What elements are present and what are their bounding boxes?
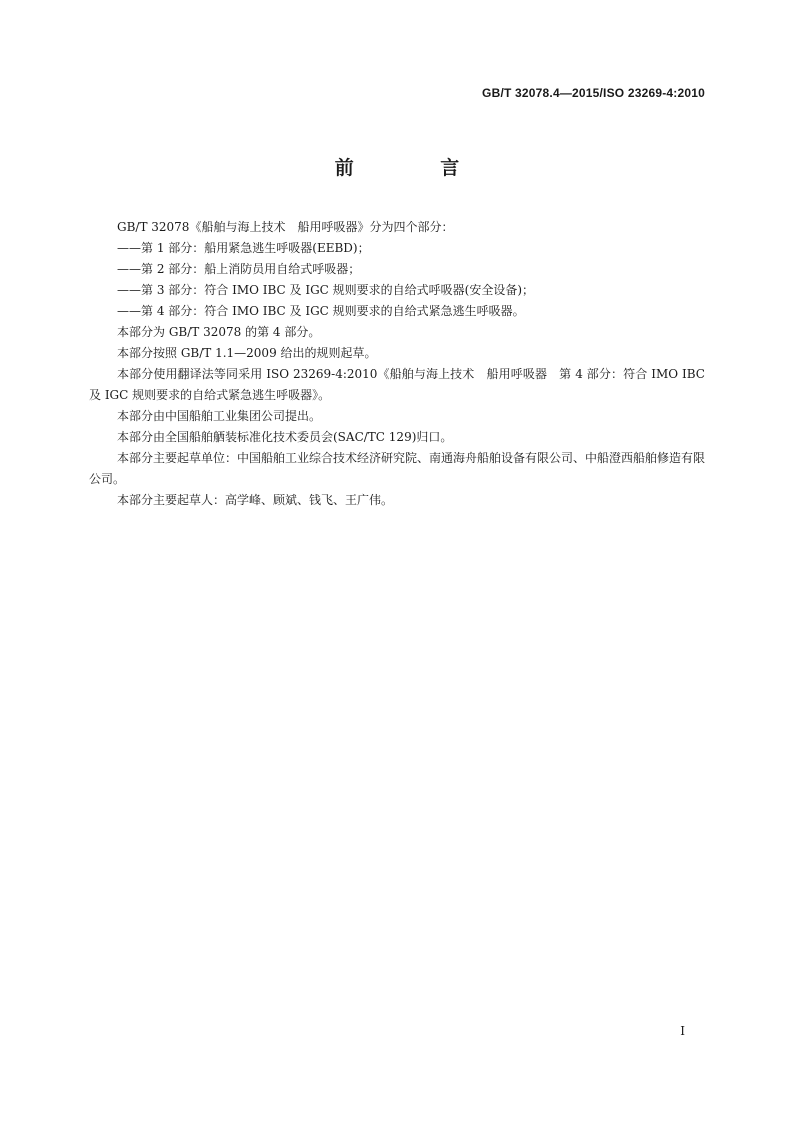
paragraph-proposed-by: 本部分由中国船舶工业集团公司提出。: [117, 409, 322, 423]
foreword-body: [89, 217, 705, 511]
paragraph-drafters: 本部分主要起草人：高学峰、顾斌、钱飞、王广伟。: [117, 493, 394, 507]
list-item-part-1: ——第 1 部分：船用紧急逃生呼吸器(EEBD)；: [117, 241, 370, 255]
page-title: 前 言: [334, 157, 500, 179]
paragraph-drafting-units: 本部分主要起草单位：中国船舶工业综合技术经济研究院、南通海舟船舶设备有限公司、中船澄西船舶修造有限公司。: [89, 451, 706, 486]
paragraph-part-statement: 本部分为 GB/T 32078 的第 4 部分。: [117, 325, 321, 339]
page-number: I: [680, 1024, 685, 1038]
paragraph-administered-by: 本部分由全国船舶舾装标准化技术委员会(SAC/TC 129)归口。: [117, 430, 453, 444]
standard-code-header: GB/T 32078.4—2015/ISO 23269-4:2010: [482, 86, 705, 100]
paragraph-drafting-rules: 本部分按照 GB/T 1.1—2009 给出的规则起草。: [117, 346, 377, 360]
paragraph-adoption: 本部分使用翻译法等同采用 ISO 23269-4:2010《船舶与海上技术 船用呼吸器 第 4 部分：符合 IMO IBC 及 IGC 规则要求的自给式紧急逃生呼吸器》。: [89, 367, 705, 402]
list-item-part-3: ——第 3 部分：符合 IMO IBC 及 IGC 规则要求的自给式呼吸器(安全设备)；: [117, 283, 535, 297]
list-item-part-2: ——第 2 部分：船上消防员用自给式呼吸器；: [117, 262, 361, 276]
list-item-part-4: ——第 4 部分：符合 IMO IBC 及 IGC 规则要求的自给式紧急逃生呼吸器。: [117, 304, 525, 318]
paragraph-intro: GB/T 32078《船舶与海上技术 船用呼吸器》分为四个部分：: [117, 220, 454, 234]
